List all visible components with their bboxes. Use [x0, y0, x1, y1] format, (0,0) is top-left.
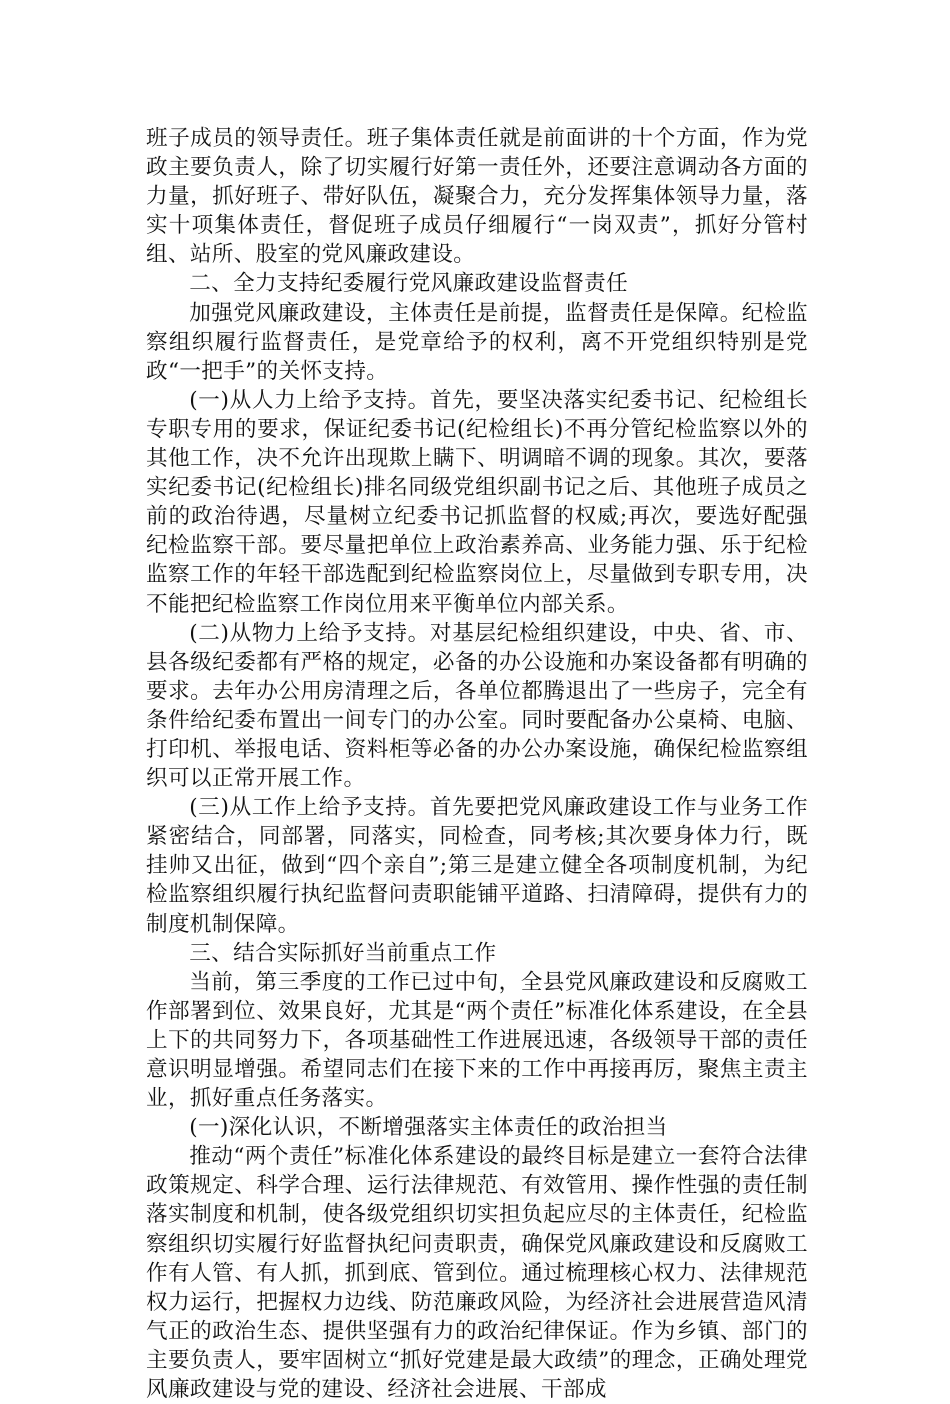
- paragraph-current-work: 当前，第三季度的工作已过中旬，全县党风廉政建设和反腐败工作部署到位、效果良好，尤其是“两个责任”标准化体系建设，在全县上下的共同努力下，各项基础性工作进展迅速，各级领导干部的责任意识明显增强。希望同志们在接下来的工作中再接再厉，聚焦主责主业，抓好重点任务落实。: [146, 969, 808, 1112]
- paragraph-standardization-goal: 推动“两个责任”标准化体系建设的最终目标是建立一套符合法律政策规定、科学合理、运行法律规范、有效管用、操作性强的责任制落实制度和机制，使各级党组织切实担负起应尽的主体责任，纪检监察组织切实履行好监督执纪问责职责，确保党风廉政建设和反腐败工作有人管、有人抓，抓到底、管到位。通过梳理核心权力、法律规范权力运行，把握权力边线、防范廉政风险，为经济社会进展营造风清气正的政治生态、提供坚强有力的政治纪律保证。作为乡镇、部门的主要负责人，要牢固树立“抓好党建是最大政绩”的理念，正确处理党风廉政建设与党的建设、经济社会进展、干部成: [146, 1144, 808, 1403]
- paragraph-work-support: (三)从工作上给予支持。首先要把党风廉政建设工作与业务工作紧密结合，同部署，同落实，同检查，同考核;其次要身体力行，既挂帅又出征，做到“四个亲自”;第三是建立健全各项制度机制，为纪检监察组织履行执纪监督问责职能铺平道路、扫清障碍，提供有力的制度机制保障。: [146, 795, 808, 937]
- subsection-heading-one: (一)深化认识，不断增强落实主体责任的政治担当: [189, 1115, 668, 1141]
- section-heading-three: 三、结合实际抓好当前重点工作: [189, 940, 497, 966]
- document-page: [146, 124, 808, 1404]
- paragraph-leadership-responsibility: 班子成员的领导责任。班子集体责任就是前面讲的十个方面，作为党政主要负责人，除了切实履行好第一责任外，还要注意调动各方面的力量，抓好班子、带好队伍，凝聚合力，充分发挥集体领导力量，落实十项集体责任，督促班子成员仔细履行“一岗双责”，抓好分管村组、站所、股室的党风廉政建设。: [146, 126, 808, 268]
- paragraph-manpower-support: (一)从人力上给予支持。首先，要坚决落实纪委书记、纪检组长专职专用的要求，保证纪委书记(纪检组长)不再分管纪检监察以外的其他工作，决不允许出现欺上瞒下、明调暗不调的现象。其次，要落实纪委书记(纪检组长)排名同级党组织副书记之后、其他班子成员之前的政治待遇，尽量树立纪委书记抓监督的权威;再次，要选好配强纪检监察干部。要尽量把单位上政治素养高、业务能力强、乐于纪检监察工作的年轻干部选配到纪检监察岗位上，尽量做到专职专用，决不能把纪检监察工作岗位用来平衡单位内部关系。: [146, 387, 808, 617]
- paragraph-supervision-intro: 加强党风廉政建设，主体责任是前提，监督责任是保障。纪检监察组织履行监督责任，是党章给予的权利，离不开党组织特别是党政“一把手”的关怀支持。: [146, 300, 808, 384]
- paragraph-material-support: (二)从物力上给予支持。对基层纪检组织建设，中央、省、市、县各级纪委都有严格的规定，必备的办公设施和办案设备都有明确的要求。去年办公用房清理之后，各单位都腾退出了一些房子，完全有条件给纪委布置出一间专门的办公室。同时要配备办公桌椅、电脑、打印机、举报电话、资料柜等必备的办公办案设施，确保纪检监察组织可以正常开展工作。: [146, 620, 808, 792]
- section-heading-two: 二、全力支持纪委履行党风廉政建设监督责任: [189, 271, 629, 297]
